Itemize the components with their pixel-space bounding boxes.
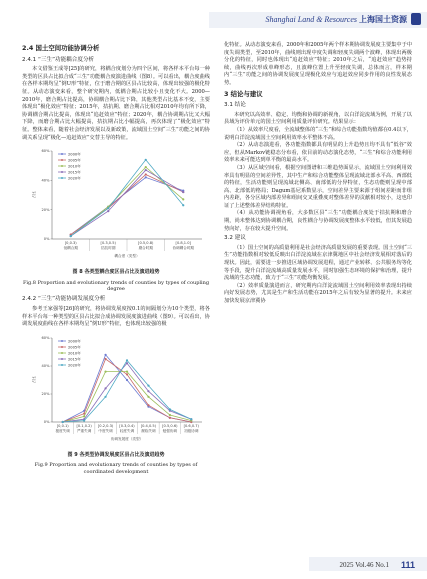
x-tick-label: [0.4,0.5): [140, 423, 157, 428]
data-point: [147, 404, 149, 406]
legend-label: 2010年: [68, 164, 81, 169]
figure-8-caption-cn: 图 8 各类型耦合度区县占比及演进趋势: [72, 269, 160, 276]
figure-8: [22, 145, 210, 267]
legend-marker: [61, 153, 63, 155]
data-point: [169, 414, 171, 416]
figure-9-chart: [30, 332, 206, 448]
series-line: [71, 170, 184, 236]
x-tick-label: [0.5,0.8): [138, 241, 154, 246]
page-header: [0, 0, 427, 34]
legend-label: 2005年: [68, 345, 81, 350]
data-point: [104, 358, 106, 360]
legend-marker: [61, 177, 63, 179]
series-line: [71, 167, 184, 236]
data-point: [145, 173, 147, 175]
x-category-name: 轻度失调: [119, 428, 135, 433]
data-point: [104, 370, 106, 372]
data-point: [145, 176, 147, 178]
data-point: [126, 373, 128, 375]
x-category-name: 初级协调: [184, 428, 199, 433]
x-category-name: 极度失调: [55, 428, 70, 433]
data-point: [104, 387, 106, 389]
data-point: [169, 416, 171, 418]
y-tick-label: 60%: [41, 335, 50, 340]
subsection-heading: 2.4.2 “三生”功能协调发展度分析: [22, 296, 106, 303]
x-tick-label: [0.5,0.6): [162, 423, 178, 428]
legend-marker: [61, 165, 63, 167]
journal-title-cn: 上海国土资源: [359, 15, 407, 24]
data-point: [126, 379, 128, 381]
paragraph: （2）从动态演进看，各功能指数都具有明显的上升趋势且均不具有“低谷”效应，但从Markov链稳态分布看，依目前的动态演化态势，“三生”和综合功能利用效率未来可能达到单平衡的最高水平。: [224, 142, 412, 164]
data-point: [145, 169, 147, 171]
data-point: [182, 191, 184, 193]
figure-8-chart: [30, 145, 206, 265]
y-axis-label: 占比: [32, 191, 36, 199]
legend-label: 2000年: [68, 152, 81, 157]
data-point: [190, 418, 192, 420]
series-line: [71, 178, 184, 235]
section-heading: 2.4 国土空间功能协调分析: [22, 44, 100, 52]
data-point: [147, 384, 149, 386]
paragraph: 本研究以高效率、稳定、均衡和协调的新视角，以白洋淀流域为例，开展了以县域为评价单元的国土空间利用质量评价研究。结果显示：: [224, 111, 412, 126]
figure-8-caption-en: Fig.8 Proportion and evolutionary trends of counties by types of coupling degree: [22, 279, 210, 292]
journal-title-en: Shanghai Land & Resources: [265, 15, 357, 24]
data-point: [104, 395, 106, 397]
left-column: [22, 42, 210, 479]
x-category-name: 勉强协调: [162, 428, 178, 433]
data-point: [107, 207, 109, 209]
x-tick-label: [0.6,0.7): [183, 423, 199, 428]
x-category-name: 拮抗时期: [101, 246, 116, 251]
data-point: [126, 370, 128, 372]
y-tick-label: 60%: [41, 149, 50, 154]
paragraph: 化特征。从动态演变来看，2000年和2005年两个样本期协调发展度主要集中于中度失调类型，至2010年，曲线则出现中度失调和轻度失调两个波峰，体现出两极分化的特征，同时也体现出“追赶效应”特征；2010年之后，“追赶效应”趋势持续，曲线再次形成单峰形态，且波峰位置上升至轻度失调，总体而言，样本期内“三生”功能之间的协调发展度呈现极化效应与追赶效应同步作用的良性发展态势。: [224, 42, 412, 86]
data-point: [145, 166, 147, 168]
legend-marker: [61, 346, 63, 348]
data-point: [147, 395, 149, 397]
y-tick-label: 20%: [41, 391, 50, 396]
x-tick-label: [0,0.3): [64, 241, 77, 246]
data-point: [147, 390, 149, 392]
journal-logo: [411, 13, 421, 25]
legend-marker: [61, 159, 63, 161]
page-number: 111: [400, 560, 415, 570]
y-axis-label: 占比: [32, 376, 36, 384]
paragraph: （1）从效率尺度看，全流域整体的“三生”和综合功能指数均值都在0.4以下，说明白洋淀流域国土空间利用效率水平整体不高。: [224, 126, 412, 141]
y-tick-label: 20%: [41, 207, 50, 212]
data-point: [169, 408, 171, 410]
x-category-name: 磨合时期: [138, 246, 153, 251]
data-point: [126, 359, 128, 361]
legend-marker: [61, 171, 63, 173]
x-tick-label: [0.3,0.4): [119, 423, 135, 428]
legend-marker: [61, 358, 63, 360]
legend-label: 2005年: [68, 158, 81, 163]
x-tick-label: [0.8,1.0]: [175, 241, 191, 246]
section-heading: 3 结论与建议: [224, 89, 263, 98]
x-category-name: 严重失调: [76, 428, 92, 433]
legend-marker: [61, 340, 63, 342]
paragraph: 本文借鉴王成等[25]的研究，将耦合度划分为四个区间，将各样本平台每一种类型的区县占比拟合成“三生”功能耦合度演进曲线（图8）。可以看出，耦合度曲线在各样本期均呈“倒U形”特征，位于磨合期的区县占比较高，体现出较强的极化特征。从动态演变来看，整个研究期内，低耦合期占比较小且变化不大。2000—2010年，磨合期占比提高，协调耦合期占比下降，其他类型占比基本不变，主要体现出“极化效应”特征；2015年，拮抗期、磨合期占比相对2010年均有所下降，协调耦合期占比提高，体现出“追赶效应”特征；2020年，耦合协调期占比又大幅下降，而磨合期占比大幅提高，拮抗期占比小幅提高，再次体现了“极化效应”特征。整体来看，随着社会经济发展以及新政策，流域国土空间“三生”功能之间的协调关系呈现“极化—追赶效应”交替主导的特征。: [22, 66, 210, 141]
legend-label: 2020年: [68, 363, 81, 368]
x-axis-label: 协调发展度（类型）: [110, 436, 144, 441]
subsection-heading: 3.1 结论: [224, 102, 246, 109]
data-point: [145, 159, 147, 161]
page-footer: [0, 553, 427, 579]
y-tick-label: 40%: [41, 178, 50, 183]
figure-9-caption-en: Fig.9 Proportion and evolutionary trends of counties by types of coordinated development: [34, 462, 198, 475]
x-axis-label: 耦合度（类型）: [114, 254, 140, 259]
x-category-name: 协调耦合时期: [172, 246, 195, 251]
data-point: [83, 415, 85, 417]
y-tick-label: 0%: [43, 419, 50, 424]
legend-label: 2015年: [68, 170, 81, 175]
data-point: [83, 419, 85, 421]
legend-marker: [61, 352, 63, 354]
x-tick-label: [0,0.1): [56, 423, 69, 428]
figure-9-caption-cn: 图 9 各类型协调发展度区县占比及演进趋势: [67, 451, 165, 458]
data-point: [182, 198, 184, 200]
data-point: [182, 204, 184, 206]
x-category-name: 中度失调: [98, 428, 113, 433]
data-point: [104, 353, 106, 355]
journal-title: [266, 14, 407, 25]
x-category-name: 低耦合期: [63, 246, 78, 251]
legend-label: 2010年: [68, 351, 81, 356]
figure-9: [22, 332, 210, 450]
legend-label: 2020年: [68, 176, 81, 181]
y-tick-label: 40%: [41, 363, 50, 368]
data-point: [62, 421, 64, 423]
x-category-name: 濒临失调: [141, 428, 156, 433]
paragraph: （4）从功能协调视角看，大多数区县“三生”功能耦合度处于拮抗期和磨合期，尚未整体达到协调耦合期，良性耦合与协调发展度整体水平较低，但其发展趋势向好，存在较大提升空间。: [224, 210, 412, 232]
x-tick-label: [0.3,0.5): [100, 241, 116, 246]
series-line: [63, 360, 192, 422]
paragraph: （3）从区域空间看，根据空间图谱和三维趋势面显示，流域国土空间利用效率具有明显的空间差异性，其中生产和综合功能整体呈现流域北部水平高、西部低的特征，生活功能则呈现流域北侧高、南部低的分异特征，生态功能则呈现中部高、北部低的格局；Dagum基尼系数显示，空间差异主要来源于组间差距而非组内差距，各分区域内部差异和组间交叉重叠度对整体差异的贡献相对较小，这也印证了上述整体差异结构特征。: [224, 164, 412, 209]
x-tick-label: [0.2,0.3): [97, 423, 114, 428]
paragraph: 参考王家强等[26]的研究，将协调发展度按0.1的间隔划分为10个类型，将各样本平台每一种类型的区县占比拟合成协调发展度演进曲线（图9）。可以看出，协调发展度曲线在各样本期均呈“倒U形”特征，也体现出较强的极: [22, 305, 210, 328]
subsection-heading: 3.2 建议: [224, 235, 246, 242]
series-line: [63, 359, 192, 422]
issue-info: 2025 Vol.46 No.1: [339, 561, 389, 569]
legend-label: 2015年: [68, 357, 81, 362]
data-point: [107, 210, 109, 212]
legend-label: 2000年: [68, 339, 81, 344]
legend-marker: [61, 364, 63, 366]
y-tick-label: 0%: [43, 237, 50, 242]
subsection-heading: 2.4.1 “三生”功能耦合度分析: [22, 56, 95, 63]
right-column: [224, 42, 412, 306]
data-point: [70, 235, 72, 237]
x-tick-label: [0.1,0.2): [76, 423, 92, 428]
paragraph: （1）国土空间的高质量利用是社会经济高质量发展的重要表现。国土空间“三生”功能指数相对较低反映出白洋淀流域在京津冀地区中社会经济发展相对落后的现状。因此，需要进一步推进区域协调发展进程，通过产业转移、公共服务均等化等手段，提升白洋淀流域高质量发展水平，同时加强生态环境的保护和治理，提升流域的生态功能，致力于“三生”功能均衡发展。: [224, 244, 412, 282]
paragraph: （2）效率质量演进而言，研究期内白洋淀流域国土空间利用效率表现出持续向好发展态势，尤其是生产和生活功能在2015年之后有较为显著的提升。未来应加快发展京津冀协: [224, 282, 412, 304]
